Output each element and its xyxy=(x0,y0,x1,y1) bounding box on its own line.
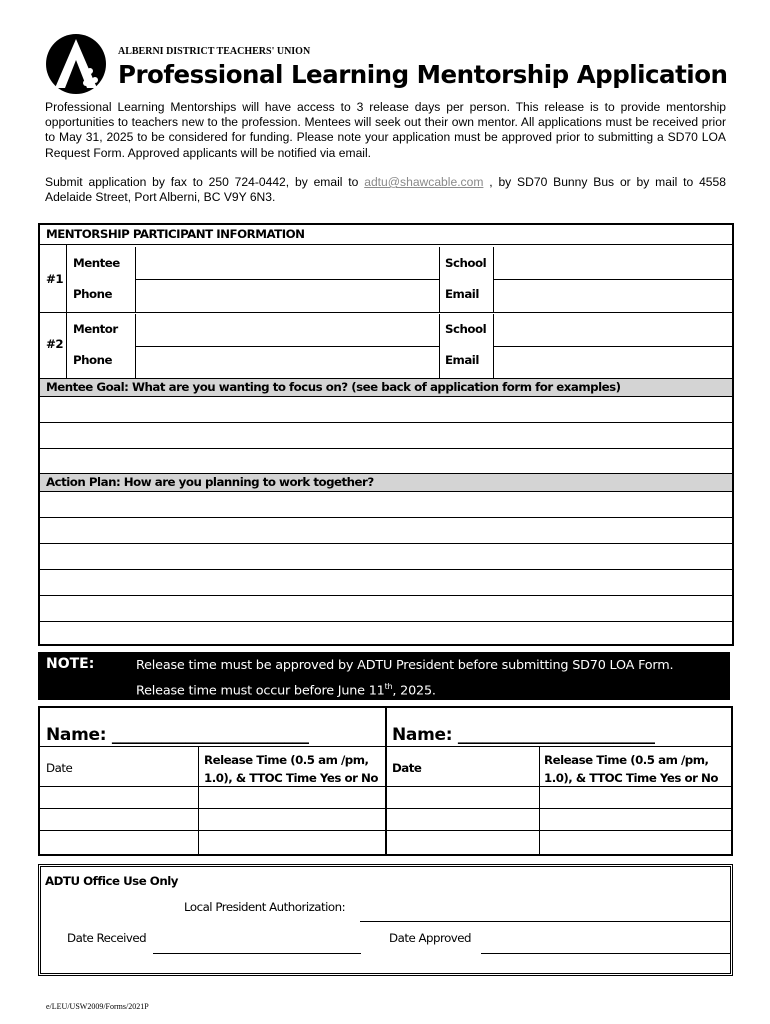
date-approved-field[interactable] xyxy=(481,933,730,954)
participant-heading: MENTORSHIP PARTICIPANT INFORMATION xyxy=(46,227,305,241)
date-received-label: Date Received xyxy=(67,931,147,945)
plan-line-3[interactable] xyxy=(40,544,732,570)
right-name-label: Name: ________________________ xyxy=(392,725,655,745)
adtu-logo xyxy=(45,33,107,95)
note-line-1: Release time must be approved by ADTU President before submitting SD70 LOA Form. xyxy=(136,658,674,673)
president-authorization-field[interactable] xyxy=(360,901,730,922)
right-date-header: Date xyxy=(392,761,422,775)
release-time-tables xyxy=(38,706,733,856)
date-approved-label: Date Approved xyxy=(389,931,472,945)
plan-line-5[interactable] xyxy=(40,596,732,622)
left-release-header-line-2: 1.0), & TTOC Time Yes or No xyxy=(204,771,379,785)
mentor-school-label: School xyxy=(445,322,487,336)
mentee-phone-label: Phone xyxy=(73,287,113,301)
note-line-2-post: , 2025. xyxy=(392,683,436,699)
right-release-cell-2[interactable] xyxy=(540,809,731,830)
left-name-label: Name: ________________________ xyxy=(46,725,309,745)
goal-line-1[interactable] xyxy=(40,397,732,423)
office-use-heading: ADTU Office Use Only xyxy=(45,874,178,888)
right-date-cell-1[interactable] xyxy=(387,787,539,808)
note-banner xyxy=(38,652,730,700)
mentee-phone-field[interactable] xyxy=(135,279,440,312)
left-date-header: Date xyxy=(46,761,73,775)
left-date-cell-3[interactable] xyxy=(40,831,198,853)
submit-instructions xyxy=(45,175,726,205)
mentor-phone-label: Phone xyxy=(73,353,113,367)
mentor-phone-field[interactable] xyxy=(135,346,440,378)
right-release-cell-3[interactable] xyxy=(540,831,731,853)
left-release-cell-3[interactable] xyxy=(199,831,385,853)
note-line-2-sup: th xyxy=(384,682,393,691)
participant-1-number: #1 xyxy=(46,272,64,286)
left-release-cell-1[interactable] xyxy=(199,787,385,808)
mentee-email-field[interactable] xyxy=(493,279,733,312)
left-release-header-line-1: Release Time (0.5 am /pm, xyxy=(204,753,369,767)
president-authorization-label: Local President Authorization: xyxy=(184,900,346,914)
page-title: Professional Learning Mentorship Application xyxy=(118,60,728,89)
left-date-cell-1[interactable] xyxy=(40,787,198,808)
participant-2-number: #2 xyxy=(46,337,64,351)
note-text xyxy=(136,655,673,701)
plan-line-2[interactable] xyxy=(40,518,732,544)
intro-paragraph: Professional Learning Mentorships will have access to 3 release days per person. This release is to provide mentorship opportunities to teachers new to the profession. Mentees will seek out their own mentor. All applications must be received prior to May 31, 2025 to be considered for funding. Please note your application must be approved prior to submitting a SD70 LOA Request Form. Approved applicants will be notified via email. xyxy=(45,100,726,160)
plan-line-1[interactable] xyxy=(40,492,732,518)
org-name: ALBERNI DISTRICT TEACHERS' UNION xyxy=(118,46,311,57)
right-release-header-line-1: Release Time (0.5 am /pm, xyxy=(544,753,709,767)
mentor-email-field[interactable] xyxy=(493,346,733,378)
goal-line-2[interactable] xyxy=(40,423,732,449)
mentee-school-label: School xyxy=(445,256,487,270)
mentor-label: Mentor xyxy=(73,322,118,336)
mentor-email-label: Email xyxy=(445,353,479,367)
mentee-school-field[interactable] xyxy=(493,247,733,279)
mentor-name-field[interactable] xyxy=(135,314,440,346)
form-code-footer: e/LEU/USW2009/Forms/2021P xyxy=(46,1002,149,1011)
note-label: NOTE: xyxy=(46,656,95,672)
left-date-cell-2[interactable] xyxy=(40,809,198,830)
plan-line-6[interactable] xyxy=(40,622,732,644)
mentee-goal-heading: Mentee Goal: What are you wanting to focus on? (see back of application form for examples) xyxy=(46,380,621,394)
right-date-cell-3[interactable] xyxy=(387,831,539,853)
submit-prefix: Submit application by fax to 250 724-0442, by email to xyxy=(45,175,365,189)
right-release-header xyxy=(544,751,718,787)
right-release-cell-1[interactable] xyxy=(540,787,731,808)
note-line-2 xyxy=(136,676,673,701)
date-received-field[interactable] xyxy=(153,933,361,954)
mentee-email-label: Email xyxy=(445,287,479,301)
office-use-section xyxy=(38,864,733,976)
right-date-cell-2[interactable] xyxy=(387,809,539,830)
mentor-school-field[interactable] xyxy=(493,314,733,346)
left-release-cell-2[interactable] xyxy=(199,809,385,830)
mentee-name-field[interactable] xyxy=(135,247,440,279)
email-link[interactable]: adtu@shawcable.com xyxy=(364,175,484,189)
right-release-header-line-2: 1.0), & TTOC Time Yes or No xyxy=(544,771,719,785)
submit-suffix: , by SD70 Bunny Bus or by mail to 4558 Adelaide Street, Port Alberni, BC V9Y 6N3. xyxy=(45,175,726,205)
goal-line-3[interactable] xyxy=(40,449,732,474)
participant-info-section xyxy=(38,223,734,646)
plan-line-4[interactable] xyxy=(40,570,732,596)
action-plan-heading: Action Plan: How are you planning to work together? xyxy=(46,475,374,489)
note-line-2-pre: Release time must occur before June 11 xyxy=(136,683,385,699)
mentee-label: Mentee xyxy=(73,256,120,270)
left-release-header xyxy=(204,751,378,787)
